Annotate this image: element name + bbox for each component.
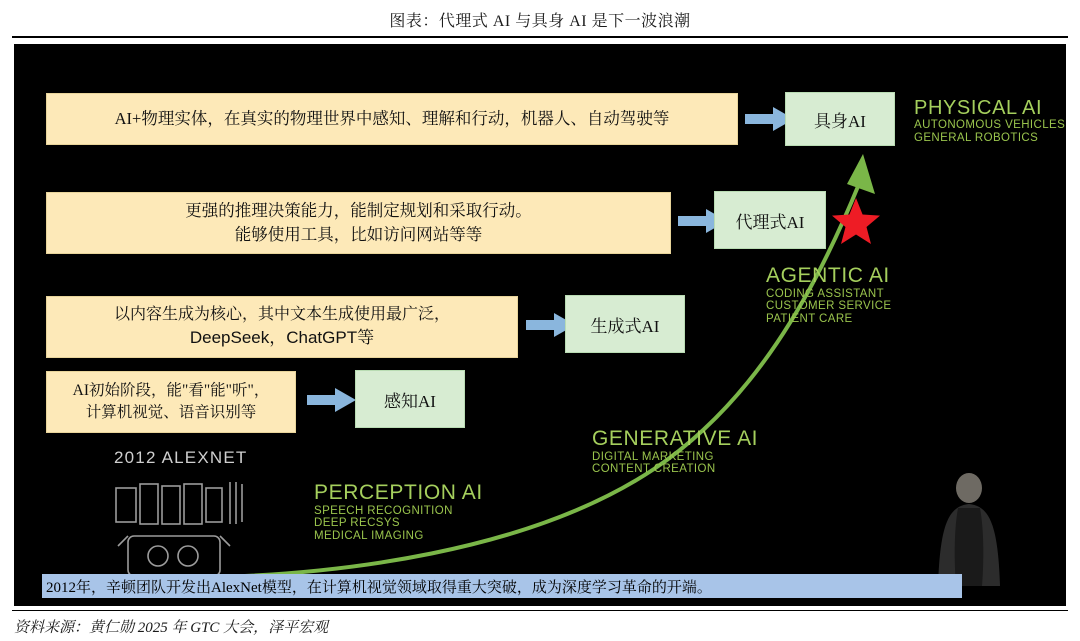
speaker-silhouette	[924, 468, 1014, 588]
arrow-icon-perception	[307, 386, 357, 414]
star-icon	[830, 196, 882, 248]
alexnet-year-label: 2012 ALEXNET	[114, 448, 248, 467]
source-note: 资料来源：黄仁勋 2025 年 GTC 大会，泽平宏观	[14, 620, 329, 636]
stage-label-perception: PERCEPTION AI SPEECH RECOGNITION DEEP RECSYS MEDICAL IMAGING	[314, 481, 483, 543]
divider-bottom	[12, 610, 1068, 611]
divider-top	[12, 36, 1068, 38]
stage-label-physical: PHYSICAL AI AUTONOMOUS VEHICLES GENERAL ROBOTICS	[914, 97, 1066, 145]
slide-image	[14, 44, 1066, 606]
callout-agentic: 更强的推理决策能力，能制定规划和采取行动。 能够使用工具，比如访问网站等等	[46, 192, 671, 254]
stage-box-generative: 生成式AI	[565, 295, 685, 353]
stage-label-agentic: AGENTIC AI CODING ASSISTANT CUSTOMER SERVICE PATIENT CARE	[766, 264, 892, 326]
stage-box-perception: 感知AI	[355, 370, 465, 428]
slide-caption: 2012年，辛顿团队开发出AlexNet模型，在计算机视觉领域取得重大突破，成为深度学习革命的开端。	[42, 574, 962, 598]
callout-generative: 以内容生成为核心，其中文本生成使用最广泛， DeepSeek，ChatGPT等	[46, 296, 518, 358]
callout-perception: AI初始阶段，能"看"能"听"， 计算机视觉、语音识别等	[46, 371, 296, 433]
stage-box-agentic: 代理式AI	[714, 191, 826, 249]
stage-label-generative: GENERATIVE AI DIGITAL MARKETING CONTENT CREATION	[592, 427, 759, 476]
page-title: 图表：代理式 AI 与具身 AI 是下一波浪潮	[389, 13, 691, 30]
stage-box-physical: 具身AI	[785, 92, 895, 146]
alexnet-sketch-icon	[110, 474, 270, 584]
callout-physical: AI+物理实体，在真实的物理世界中感知、理解和行动，机器人、自动驾驶等	[46, 93, 738, 145]
